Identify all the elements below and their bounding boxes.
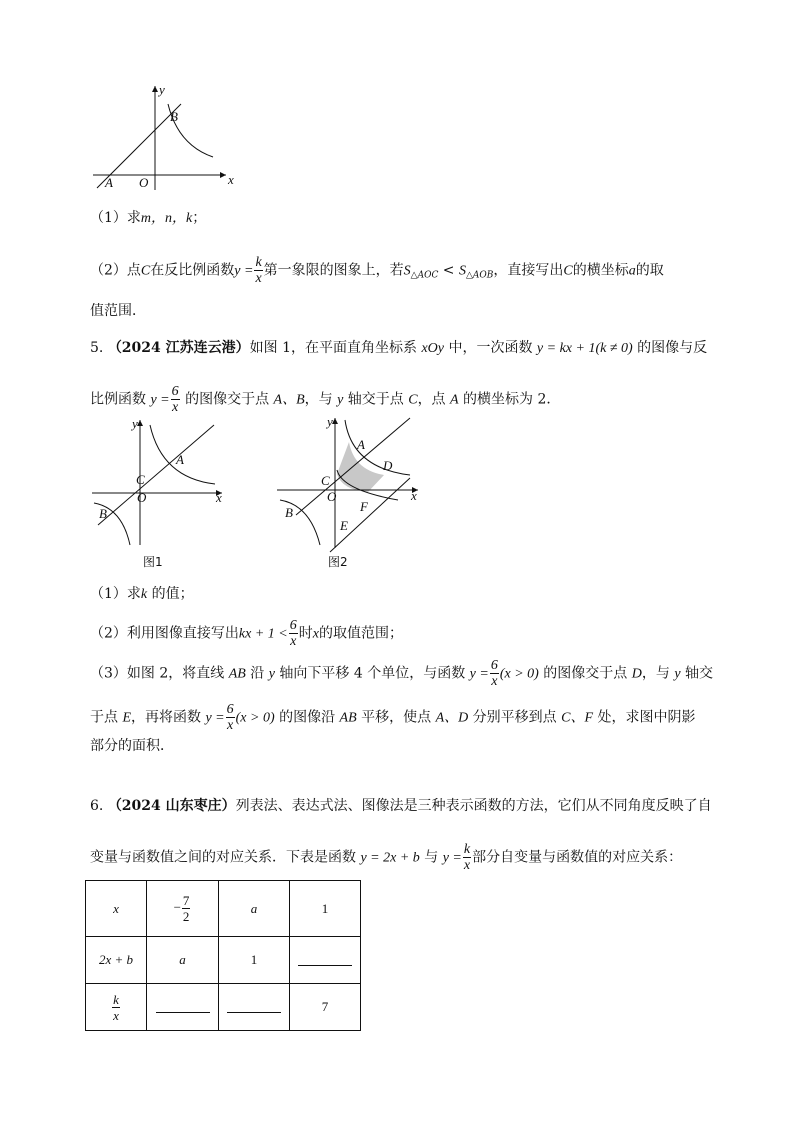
fig1-line bbox=[98, 425, 214, 525]
text: ，再将函数 bbox=[131, 709, 206, 726]
math: AB bbox=[228, 666, 246, 682]
fraction bbox=[254, 255, 262, 286]
denominator: x bbox=[491, 674, 498, 689]
numerator: k bbox=[463, 842, 471, 857]
text: 分别平移到点 bbox=[468, 709, 562, 726]
math: < bbox=[438, 262, 459, 279]
denominator: x bbox=[290, 634, 297, 649]
text: 第一象限的图象上，若 bbox=[263, 262, 404, 279]
table-cell: 1 bbox=[290, 881, 361, 937]
fig2-label-e: E bbox=[340, 518, 348, 533]
row-header: x bbox=[86, 881, 147, 937]
fig1-label-x: x bbox=[216, 490, 222, 505]
math: C bbox=[563, 263, 573, 279]
text: 沿 bbox=[245, 665, 269, 682]
text: 的横坐标 bbox=[572, 262, 629, 279]
label-y: y bbox=[159, 82, 165, 97]
q5-part2 bbox=[90, 618, 403, 649]
math: a bbox=[628, 263, 636, 279]
text: ，直接写出 bbox=[493, 262, 564, 279]
fig1-label-y: y bbox=[132, 416, 138, 431]
math: y bbox=[674, 666, 681, 682]
text: 的横坐标为 2． bbox=[458, 391, 561, 408]
label-x: x bbox=[228, 172, 234, 187]
table-cell: 7 bbox=[290, 984, 361, 1031]
label-a: A bbox=[105, 175, 113, 190]
denominator: x bbox=[172, 400, 179, 415]
q4-part2-cont: 值范围． bbox=[90, 303, 146, 319]
fraction bbox=[289, 618, 298, 649]
table-row bbox=[86, 984, 361, 1031]
math: y = kx + 1(k ≠ 0) bbox=[536, 341, 633, 356]
math: y = bbox=[469, 666, 489, 682]
math: E bbox=[122, 710, 132, 726]
text: ，与 bbox=[641, 665, 675, 682]
fig2-label-c: C bbox=[321, 473, 330, 488]
subscript: △AOB bbox=[465, 270, 494, 281]
text: （1）求 bbox=[90, 586, 141, 602]
fraction bbox=[112, 992, 120, 1023]
row-header: 2x + b bbox=[86, 937, 147, 984]
text: 轴向下平移 4 个单位，与函数 bbox=[274, 665, 470, 682]
text: 中，一次函数 bbox=[444, 340, 537, 356]
q5-part3 bbox=[90, 658, 713, 689]
fraction bbox=[171, 384, 180, 415]
question-source: （2024 山东枣庄） bbox=[107, 798, 236, 814]
text: 的图像交于点 bbox=[538, 665, 632, 682]
row-header bbox=[86, 984, 147, 1031]
denominator: x bbox=[227, 718, 234, 733]
math: x bbox=[312, 626, 319, 642]
fig2-label-a: A bbox=[357, 437, 365, 452]
text: 在反比例函数 bbox=[150, 262, 235, 279]
math: AB bbox=[339, 710, 357, 726]
text: ，与 bbox=[304, 391, 338, 408]
fraction bbox=[226, 702, 235, 733]
table-cell bbox=[219, 984, 290, 1031]
math: m，n，k bbox=[140, 211, 193, 226]
label-o: O bbox=[139, 175, 149, 190]
text: 的取值范围； bbox=[318, 625, 403, 642]
fig2-label-f: F bbox=[360, 499, 368, 514]
math: A、D bbox=[435, 710, 469, 726]
text: ，点 bbox=[417, 391, 451, 408]
question-number: 5. bbox=[90, 340, 104, 356]
math: A、B bbox=[273, 392, 305, 408]
fig2-label-y: y bbox=[327, 414, 333, 429]
denominator: x bbox=[113, 1007, 119, 1023]
fig1-label-a: A bbox=[176, 452, 184, 467]
text: 平移，使点 bbox=[356, 709, 436, 726]
text: ； bbox=[192, 210, 207, 226]
fig1-label-b: B bbox=[99, 506, 107, 521]
numerator: 6 bbox=[289, 618, 297, 633]
minus-sign: − bbox=[173, 899, 181, 915]
math: C、F bbox=[561, 710, 594, 726]
answer-blank[interactable] bbox=[298, 951, 352, 966]
table-cell: 1 bbox=[219, 937, 290, 984]
math: y = bbox=[442, 850, 462, 866]
math: y bbox=[268, 666, 275, 682]
text: 的取 bbox=[635, 262, 664, 279]
fig2-caption: 图2 bbox=[328, 555, 348, 569]
text: （2）利用图像直接写出 bbox=[90, 625, 239, 642]
math: S bbox=[403, 263, 411, 279]
q5-intro-line1 bbox=[90, 338, 707, 359]
label-b: B bbox=[170, 109, 178, 124]
text: 轴交 bbox=[680, 665, 713, 682]
math: y = bbox=[205, 710, 225, 726]
text: （2）点 bbox=[90, 262, 141, 279]
math: y bbox=[337, 392, 344, 408]
q5-part1 bbox=[90, 584, 194, 605]
q5-part3-line2 bbox=[90, 702, 695, 733]
text: 处，求图中阴影 bbox=[593, 709, 696, 726]
text: 与 bbox=[419, 849, 443, 866]
fraction bbox=[490, 658, 499, 689]
numerator: k bbox=[113, 991, 119, 1007]
math: xOy bbox=[421, 341, 445, 356]
fig2-label-d: D bbox=[383, 458, 393, 473]
text: 的图像交于点 bbox=[180, 391, 274, 408]
table-cell bbox=[290, 937, 361, 984]
math: k bbox=[140, 587, 148, 602]
math: y = 2x + b bbox=[360, 850, 420, 866]
question-source: （2024 江苏连云港） bbox=[107, 340, 250, 356]
text: 变量与函数值之间的对应关系．下表是函数 bbox=[90, 849, 361, 866]
q4-part1 bbox=[90, 208, 206, 229]
math: (x > 0) bbox=[499, 666, 539, 682]
math: y = bbox=[234, 263, 254, 279]
fig2-line-ab bbox=[296, 418, 410, 515]
math: (x > 0) bbox=[235, 710, 275, 726]
math: S bbox=[458, 263, 466, 279]
fig1-label-c: C bbox=[136, 472, 145, 487]
table-row bbox=[86, 881, 361, 937]
q6-intro-line1 bbox=[90, 796, 712, 816]
fraction bbox=[182, 893, 191, 924]
fraction bbox=[463, 842, 471, 873]
text: 比例函数 bbox=[90, 391, 151, 408]
text: 的值； bbox=[147, 586, 194, 602]
q5-intro-line2 bbox=[90, 384, 560, 415]
math: D bbox=[631, 666, 642, 682]
numerator: 6 bbox=[226, 702, 234, 717]
q5-part3-line3: 部分的面积． bbox=[90, 738, 174, 754]
table-cell: a bbox=[147, 937, 219, 984]
answer-blank[interactable] bbox=[156, 998, 210, 1013]
fig1-caption: 图1 bbox=[143, 555, 163, 569]
math: C bbox=[408, 392, 418, 408]
numerator: k bbox=[255, 255, 262, 270]
denominator: x bbox=[463, 858, 471, 873]
table-cell bbox=[147, 984, 219, 1031]
text: 的图像与反 bbox=[632, 340, 708, 356]
text: 的图像沿 bbox=[274, 709, 340, 726]
value-table bbox=[85, 880, 361, 1031]
q4-part2 bbox=[90, 255, 664, 286]
fig1-label-o: O bbox=[137, 490, 147, 505]
text: （1）求 bbox=[90, 210, 141, 226]
text: 部分自变量与函数值的对应关系： bbox=[472, 849, 683, 866]
text: 于点 bbox=[90, 709, 123, 726]
fig2-label-x: x bbox=[411, 488, 417, 503]
q6-intro-line2 bbox=[90, 842, 682, 873]
text: 如图 1，在平面直角坐标系 bbox=[249, 340, 422, 356]
denominator: x bbox=[255, 271, 262, 286]
text: 列表法、表达式法、图像法是三种表示函数的方法，它们从不同角度反映了自 bbox=[235, 798, 712, 814]
text: 轴交于点 bbox=[343, 391, 409, 408]
text: （3）如图 2，将直线 bbox=[90, 665, 229, 682]
fig2-label-o: O bbox=[327, 489, 337, 504]
text: 时 bbox=[298, 625, 313, 642]
numerator: 6 bbox=[490, 658, 498, 673]
math: kx + 1 < bbox=[238, 626, 288, 642]
numerator: 6 bbox=[171, 384, 179, 399]
numerator: 7 bbox=[182, 893, 190, 908]
subscript: △AOC bbox=[410, 270, 439, 281]
table-cell: a bbox=[219, 881, 290, 937]
math: y = bbox=[150, 392, 170, 408]
denominator: 2 bbox=[182, 909, 190, 924]
math: A bbox=[450, 392, 459, 408]
question-number: 6. bbox=[90, 798, 104, 814]
math: C bbox=[140, 263, 151, 279]
answer-blank[interactable] bbox=[227, 998, 281, 1013]
fig2-label-b: B bbox=[285, 505, 293, 520]
table-cell bbox=[147, 881, 219, 937]
table-row bbox=[86, 937, 361, 984]
